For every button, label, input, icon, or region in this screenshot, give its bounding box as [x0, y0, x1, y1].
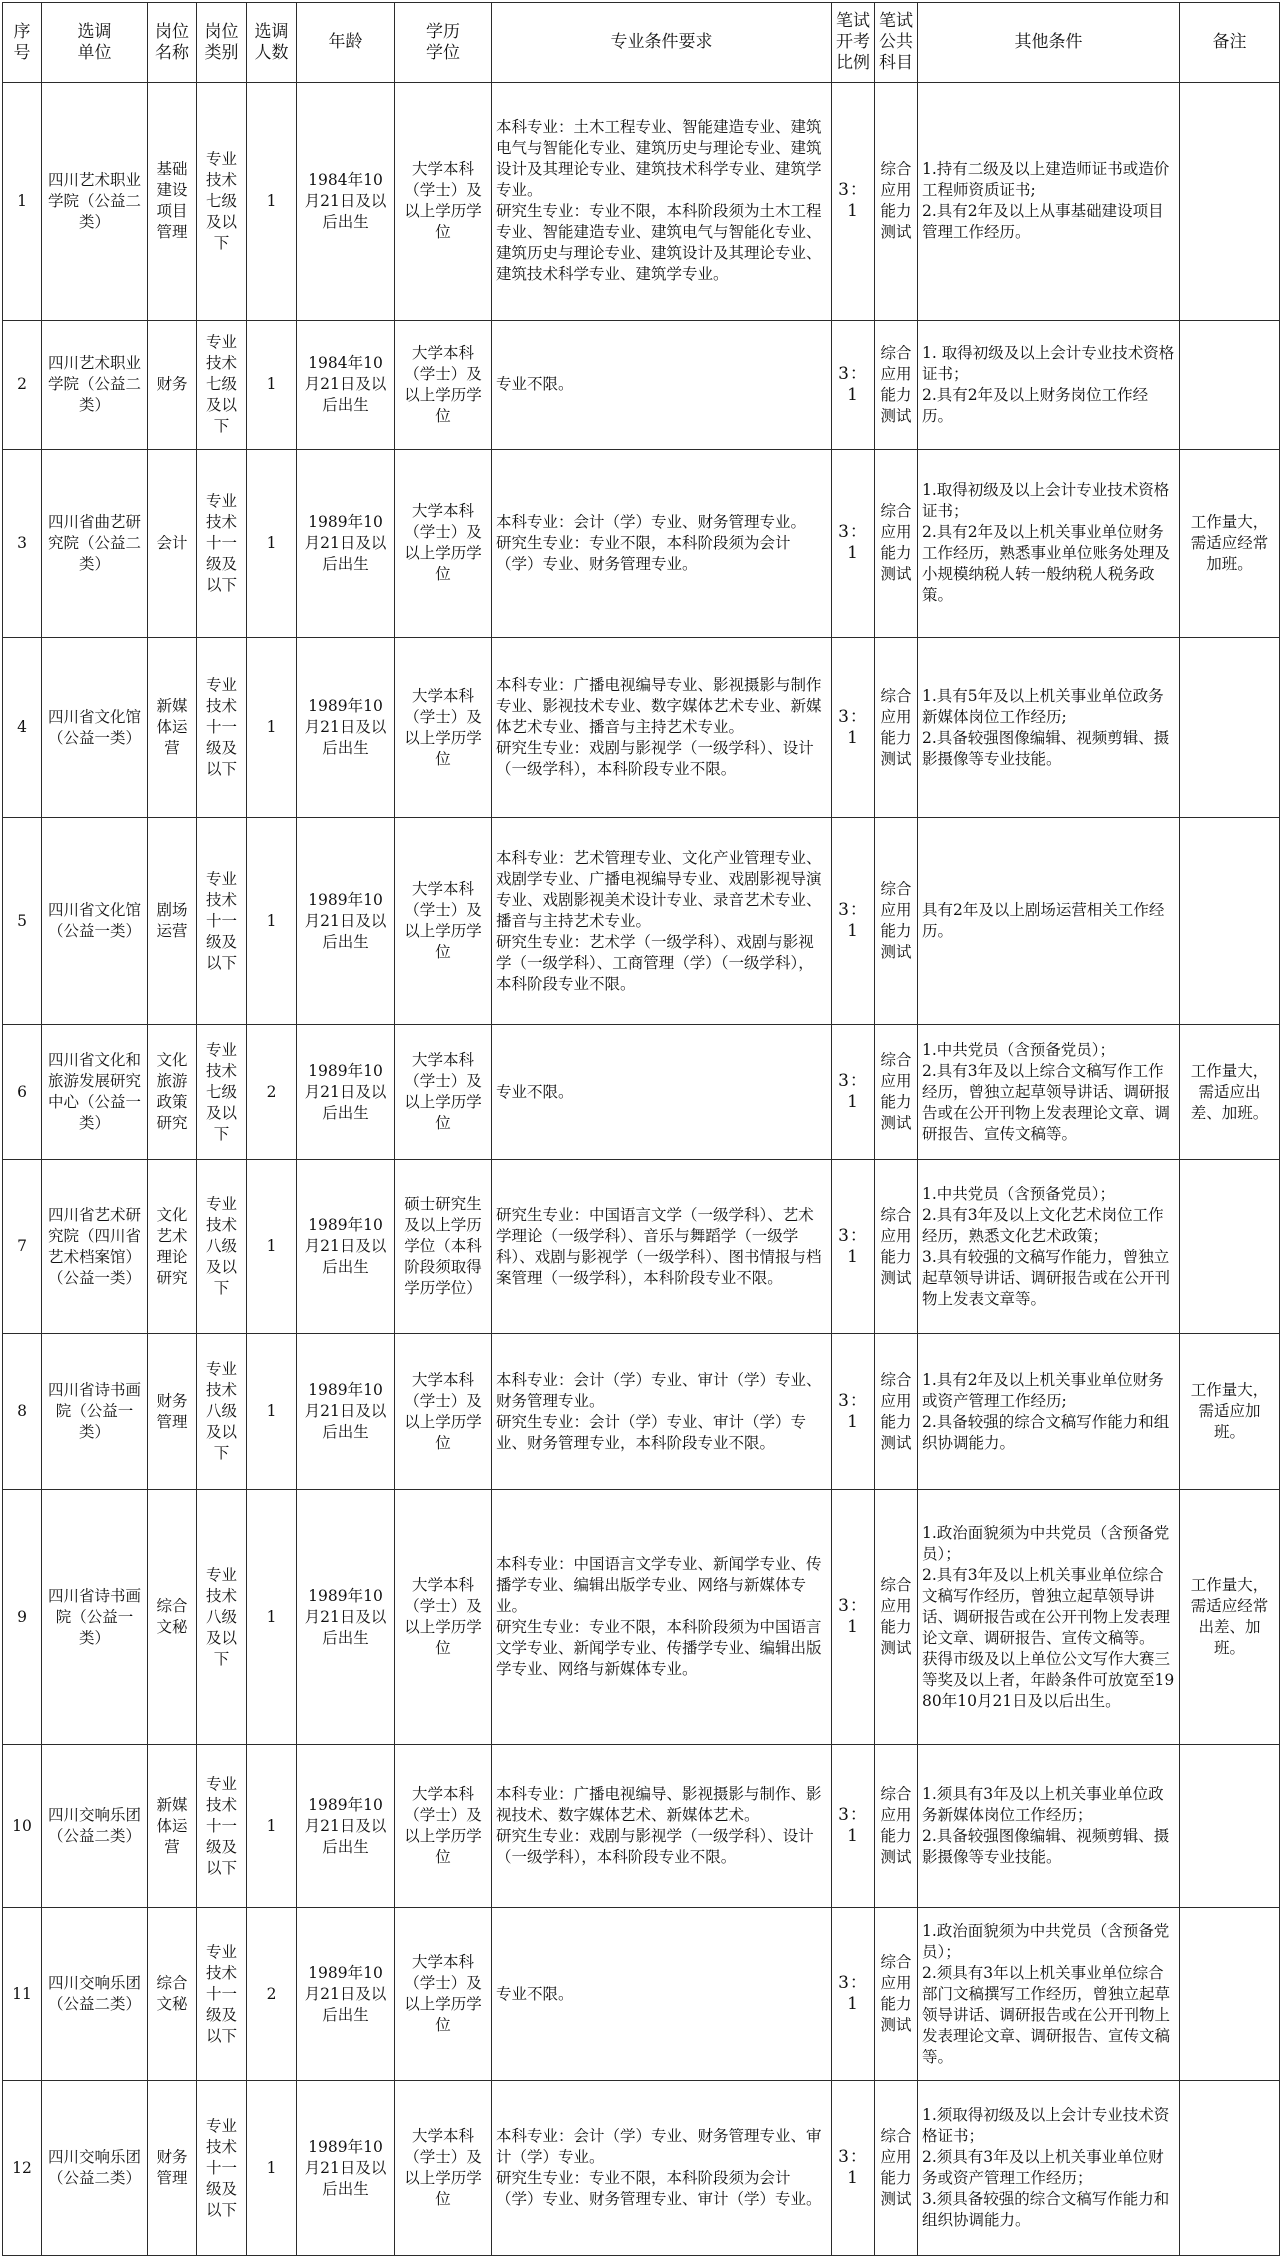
cell-exam: 综合应用能力测试 — [875, 1907, 918, 2081]
cell-other: 1.具有5年及以上机关事业单位政务新媒体岗位工作经历; 2.具备较强图像编辑、视频剪辑、摄影摄像等专业技能。 — [918, 637, 1180, 818]
cell-other: 具有2年及以上剧场运营相关工作经历。 — [918, 818, 1180, 1025]
cell-other: 1.中共党员（含预备党员）； 2.具有3年及以上综合文稿写作工作经历，曾独立起草领导讲话、调研报告或在公开刊物上发表理论文章、调研报告、宣传文稿等。 — [918, 1025, 1180, 1160]
cell-category: 专业技术十一级及以下 — [197, 818, 247, 1025]
cell-age: 1989年10月21日及以后出生 — [297, 1907, 395, 2081]
cell-post: 剧场运营 — [148, 818, 197, 1025]
cell-major: 本科专业：土木工程专业、智能建造专业、建筑电气与智能化专业、建筑历史与理论专业、建筑设计及其理论专业、建筑技术科学专业、建筑学专业。 研究生专业：专业不限，本科阶段须为土木工程专业、智能建造专业、建筑电气与智能化专业、建筑历史与理论专业、建筑设计及其理论专业、建筑技术科学专业、建筑学专业。 — [492, 83, 832, 321]
cell-note — [1180, 2081, 1280, 2256]
cell-category: 专业技术十一级及以下 — [197, 2081, 247, 2256]
cell-exam: 综合应用能力测试 — [875, 637, 918, 818]
cell-exam: 综合应用能力测试 — [875, 320, 918, 449]
cell-post: 新媒体运营 — [148, 637, 197, 818]
table-row — [3, 1490, 1280, 1745]
cell-age: 1989年10月21日及以后出生 — [297, 1745, 395, 1908]
header-category: 岗位 类别 — [197, 3, 247, 83]
cell-note — [1180, 818, 1280, 1025]
cell-exam: 综合应用能力测试 — [875, 1160, 918, 1334]
cell-note — [1180, 1160, 1280, 1334]
cell-seq: 8 — [3, 1333, 42, 1490]
cell-edu: 大学本科（学士）及以上学历学位 — [395, 637, 492, 818]
cell-edu: 硕士研究生及以上学历学位（本科阶段须取得学历学位） — [395, 1160, 492, 1334]
header-ratio: 笔试 开考 比例 — [832, 3, 875, 83]
cell-other: 1.取得初级及以上会计专业技术资格证书； 2.具有2年及以上机关事业单位财务工作经历，熟悉事业单位账务处理及小规模纳税人转一般纳税人税务政策。 — [918, 450, 1180, 638]
cell-other: 1.须取得初级及以上会计专业技术资格证书； 2.须具有3年及以上机关事业单位财务或资产管理工作经历； 3.须具备较强的综合文稿写作能力和组织协调能力。 — [918, 2081, 1180, 2256]
cell-count: 1 — [247, 1333, 297, 1490]
cell-edu: 大学本科（学士）及以上学历学位 — [395, 818, 492, 1025]
table-row — [3, 1025, 1280, 1160]
cell-note — [1180, 1745, 1280, 1908]
cell-exam: 综合应用能力测试 — [875, 2081, 918, 2256]
cell-ratio: 3：1 — [832, 1025, 875, 1160]
cell-major: 研究生专业：中国语言文学（一级学科）、艺术学理论（一级学科）、音乐与舞蹈学（一级学科）、戏剧与影视学（一级学科）、图书情报与档案管理（一级学科），本科阶段专业不限。 — [492, 1160, 832, 1334]
header-age: 年龄 — [297, 3, 395, 83]
table-row — [3, 1333, 1280, 1490]
cell-category: 专业技术八级及以下 — [197, 1490, 247, 1745]
cell-ratio: 3：1 — [832, 2081, 875, 2256]
cell-note — [1180, 320, 1280, 449]
cell-post: 财务管理 — [148, 2081, 197, 2256]
header-note: 备注 — [1180, 3, 1280, 83]
cell-major: 本科专业：会计（学）专业、财务管理专业。 研究生专业：专业不限，本科阶段须为会计（学）专业、财务管理专业。 — [492, 450, 832, 638]
cell-count: 1 — [247, 1490, 297, 1745]
cell-edu: 大学本科（学士）及以上学历学位 — [395, 1025, 492, 1160]
cell-unit: 四川交响乐团（公益二类） — [42, 1745, 148, 1908]
cell-age: 1989年10月21日及以后出生 — [297, 818, 395, 1025]
header-unit: 选调 单位 — [42, 3, 148, 83]
cell-age: 1989年10月21日及以后出生 — [297, 1490, 395, 1745]
cell-post: 文化旅游政策研究 — [148, 1025, 197, 1160]
cell-category: 专业技术八级及以下 — [197, 1333, 247, 1490]
cell-post: 基础建设项目管理 — [148, 83, 197, 321]
cell-post: 文化艺术理论研究 — [148, 1160, 197, 1334]
cell-count: 1 — [247, 818, 297, 1025]
cell-other: 1.政治面貌须为中共党员（含预备党员）； 2.具有3年及以上机关事业单位综合文稿写作经历，曾独立起草领导讲话、调研报告或在公开刊物上发表理论文章、调研报告、宣传文稿等。 获得市级及以上单位公文写作大赛三等奖及以上者，年龄条件可放宽至1980年10月21日及以后出生。 — [918, 1490, 1180, 1745]
cell-unit: 四川艺术职业学院（公益二类） — [42, 83, 148, 321]
cell-age: 1989年10月21日及以后出生 — [297, 1025, 395, 1160]
cell-edu: 大学本科（学士）及以上学历学位 — [395, 1333, 492, 1490]
cell-count: 1 — [247, 1160, 297, 1334]
cell-major: 专业不限。 — [492, 320, 832, 449]
cell-other: 1.须具有3年及以上机关事业单位政务新媒体岗位工作经历； 2.具备较强图像编辑、视频剪辑、摄影摄像等专业技能。 — [918, 1745, 1180, 1908]
cell-unit: 四川省诗书画院（公益一类） — [42, 1333, 148, 1490]
cell-category: 专业技术十一级及以下 — [197, 1745, 247, 1908]
cell-exam: 综合应用能力测试 — [875, 1745, 918, 1908]
cell-seq: 3 — [3, 450, 42, 638]
header-exam: 笔试 公共 科目 — [875, 3, 918, 83]
cell-post: 财务管理 — [148, 1333, 197, 1490]
cell-edu: 大学本科（学士）及以上学历学位 — [395, 1490, 492, 1745]
cell-seq: 7 — [3, 1160, 42, 1334]
cell-major: 本科专业：会计（学）专业、审计（学）专业、财务管理专业。 研究生专业：会计（学）专业、审计（学）专业、财务管理专业，本科阶段专业不限。 — [492, 1333, 832, 1490]
cell-exam: 综合应用能力测试 — [875, 83, 918, 321]
cell-unit: 四川省文化馆（公益一类） — [42, 818, 148, 1025]
cell-major: 本科专业：艺术管理专业、文化产业管理专业、戏剧学专业、广播电视编导专业、戏剧影视导演专业、戏剧影视美术设计专业、录音艺术专业、播音与主持艺术专业。 研究生专业：艺术学（一级学科）、戏剧与影视学（一级学科）、工商管理（学）（一级学科），本科阶段专业不限。 — [492, 818, 832, 1025]
cell-category: 专业技术十一级及以下 — [197, 1907, 247, 2081]
cell-note — [1180, 1907, 1280, 2081]
cell-seq: 6 — [3, 1025, 42, 1160]
cell-unit: 四川省艺术研究院（四川省艺术档案馆）（公益一类） — [42, 1160, 148, 1334]
cell-post: 综合文秘 — [148, 1490, 197, 1745]
table-row — [3, 450, 1280, 638]
cell-category: 专业技术七级及以下 — [197, 320, 247, 449]
cell-edu: 大学本科（学士）及以上学历学位 — [395, 450, 492, 638]
cell-unit: 四川省文化和旅游发展研究中心（公益一类） — [42, 1025, 148, 1160]
cell-major: 专业不限。 — [492, 1025, 832, 1160]
cell-seq: 2 — [3, 320, 42, 449]
cell-major: 本科专业：中国语言文学专业、新闻学专业、传播学专业、编辑出版学专业、网络与新媒体专业。 研究生专业：专业不限，本科阶段须为中国语言文学专业、新闻学专业、传播学专业、编辑出版学专业、网络与新媒体专业。 — [492, 1490, 832, 1745]
cell-count: 1 — [247, 1745, 297, 1908]
cell-post: 综合文秘 — [148, 1907, 197, 2081]
cell-other: 1.中共党员（含预备党员）； 2.具有3年及以上文化艺术岗位工作经历，熟悉文化艺术政策； 3.具有较强的文稿写作能力，曾独立起草领导讲话、调研报告或在公开刊物上发表文章等。 — [918, 1160, 1180, 1334]
table-row — [3, 320, 1280, 449]
cell-seq: 10 — [3, 1745, 42, 1908]
cell-age: 1984年10月21日及以后出生 — [297, 320, 395, 449]
cell-category: 专业技术七级及以下 — [197, 83, 247, 321]
cell-exam: 综合应用能力测试 — [875, 1490, 918, 1745]
cell-count: 2 — [247, 1025, 297, 1160]
table-row — [3, 1745, 1280, 1908]
cell-unit: 四川艺术职业学院（公益二类） — [42, 320, 148, 449]
cell-exam: 综合应用能力测试 — [875, 1025, 918, 1160]
cell-count: 1 — [247, 450, 297, 638]
cell-count: 1 — [247, 320, 297, 449]
cell-other: 1.持有二级及以上建造师证书或造价工程师资质证书; 2.具有2年及以上从事基础建设项目管理工作经历。 — [918, 83, 1180, 321]
cell-category: 专业技术十一级及以下 — [197, 450, 247, 638]
cell-count: 1 — [247, 83, 297, 321]
cell-ratio: 3：1 — [832, 818, 875, 1025]
cell-other: 1. 取得初级及以上会计专业技术资格证书； 2.具有2年及以上财务岗位工作经历。 — [918, 320, 1180, 449]
cell-post: 财务 — [148, 320, 197, 449]
cell-seq: 12 — [3, 2081, 42, 2256]
header-count: 选调 人数 — [247, 3, 297, 83]
cell-ratio: 3：1 — [832, 450, 875, 638]
cell-age: 1989年10月21日及以后出生 — [297, 637, 395, 818]
cell-age: 1989年10月21日及以后出生 — [297, 450, 395, 638]
cell-note: 工作量大，需适应经常加班。 — [1180, 450, 1280, 638]
cell-ratio: 3：1 — [832, 83, 875, 321]
cell-unit: 四川省曲艺研究院（公益二类） — [42, 450, 148, 638]
cell-exam: 综合应用能力测试 — [875, 818, 918, 1025]
cell-unit: 四川交响乐团（公益二类） — [42, 2081, 148, 2256]
cell-note: 工作量大，需适应出差、加班。 — [1180, 1025, 1280, 1160]
cell-ratio: 3：1 — [832, 1333, 875, 1490]
cell-post: 新媒体运营 — [148, 1745, 197, 1908]
table-row — [3, 83, 1280, 321]
table-row — [3, 1160, 1280, 1334]
cell-edu: 大学本科（学士）及以上学历学位 — [395, 83, 492, 321]
cell-count: 1 — [247, 637, 297, 818]
cell-seq: 4 — [3, 637, 42, 818]
table-body — [3, 83, 1280, 2256]
cell-other: 1.具有2年及以上机关事业单位财务或资产管理工作经历; 2.具备较强的综合文稿写作能力和组织协调能力。 — [918, 1333, 1180, 1490]
cell-unit: 四川省文化馆（公益一类） — [42, 637, 148, 818]
cell-age: 1989年10月21日及以后出生 — [297, 2081, 395, 2256]
cell-other: 1.政治面貌须为中共党员（含预备党员）； 2.须具有3年以上机关事业单位综合部门文稿撰写工作经历，曾独立起草领导讲话、调研报告或在公开刊物上发表理论文章、调研报告、宣传文稿等。 — [918, 1907, 1180, 2081]
cell-age: 1989年10月21日及以后出生 — [297, 1160, 395, 1334]
cell-note: 工作量大，需适应经常出差、加班。 — [1180, 1490, 1280, 1745]
cell-post: 会计 — [148, 450, 197, 638]
cell-ratio: 3：1 — [832, 1745, 875, 1908]
cell-seq: 9 — [3, 1490, 42, 1745]
cell-unit: 四川交响乐团（公益二类） — [42, 1907, 148, 2081]
cell-major: 专业不限。 — [492, 1907, 832, 2081]
cell-note — [1180, 83, 1280, 321]
cell-category: 专业技术十一级及以下 — [197, 637, 247, 818]
cell-count: 2 — [247, 1907, 297, 2081]
cell-ratio: 3：1 — [832, 1160, 875, 1334]
header-edu: 学历 学位 — [395, 3, 492, 83]
cell-ratio: 3：1 — [832, 1490, 875, 1745]
cell-age: 1989年10月21日及以后出生 — [297, 1333, 395, 1490]
cell-unit: 四川省诗书画院（公益一类） — [42, 1490, 148, 1745]
cell-edu: 大学本科（学士）及以上学历学位 — [395, 1745, 492, 1908]
header-other: 其他条件 — [918, 3, 1180, 83]
header-major: 专业条件要求 — [492, 3, 832, 83]
cell-ratio: 3：1 — [832, 637, 875, 818]
cell-ratio: 3：1 — [832, 320, 875, 449]
cell-exam: 综合应用能力测试 — [875, 1333, 918, 1490]
cell-edu: 大学本科（学士）及以上学历学位 — [395, 1907, 492, 2081]
header-post: 岗位 名称 — [148, 3, 197, 83]
cell-category: 专业技术八级及以下 — [197, 1160, 247, 1334]
cell-exam: 综合应用能力测试 — [875, 450, 918, 638]
cell-age: 1984年10月21日及以后出生 — [297, 83, 395, 321]
cell-major: 本科专业：广播电视编导专业、影视摄影与制作专业、影视技术专业、数字媒体艺术专业、新媒体艺术专业、播音与主持艺术专业。 研究生专业：戏剧与影视学（一级学科）、设计（一级学科），本科阶段专业不限。 — [492, 637, 832, 818]
cell-count: 1 — [247, 2081, 297, 2256]
cell-major: 本科专业：会计（学）专业、财务管理专业、审计（学）专业。 研究生专业：专业不限，本科阶段须为会计（学）专业、财务管理专业、审计（学）专业。 — [492, 2081, 832, 2256]
cell-seq: 1 — [3, 83, 42, 321]
cell-seq: 5 — [3, 818, 42, 1025]
cell-note — [1180, 637, 1280, 818]
cell-ratio: 3：1 — [832, 1907, 875, 2081]
cell-seq: 11 — [3, 1907, 42, 2081]
cell-category: 专业技术七级及以下 — [197, 1025, 247, 1160]
table-row — [3, 2081, 1280, 2256]
cell-edu: 大学本科（学士）及以上学历学位 — [395, 320, 492, 449]
table-header-row — [3, 3, 1280, 83]
table-row — [3, 637, 1280, 818]
cell-note: 工作量大，需适应加班。 — [1180, 1333, 1280, 1490]
table-row — [3, 1907, 1280, 2081]
cell-edu: 大学本科（学士）及以上学历学位 — [395, 2081, 492, 2256]
header-seq: 序 号 — [3, 3, 42, 83]
positions-table — [2, 2, 1280, 2256]
cell-major: 本科专业：广播电视编导、影视摄影与制作、影视技术、数字媒体艺术、新媒体艺术。 研究生专业：戏剧与影视学（一级学科）、设计（一级学科），本科阶段专业不限。 — [492, 1745, 832, 1908]
table-row — [3, 818, 1280, 1025]
